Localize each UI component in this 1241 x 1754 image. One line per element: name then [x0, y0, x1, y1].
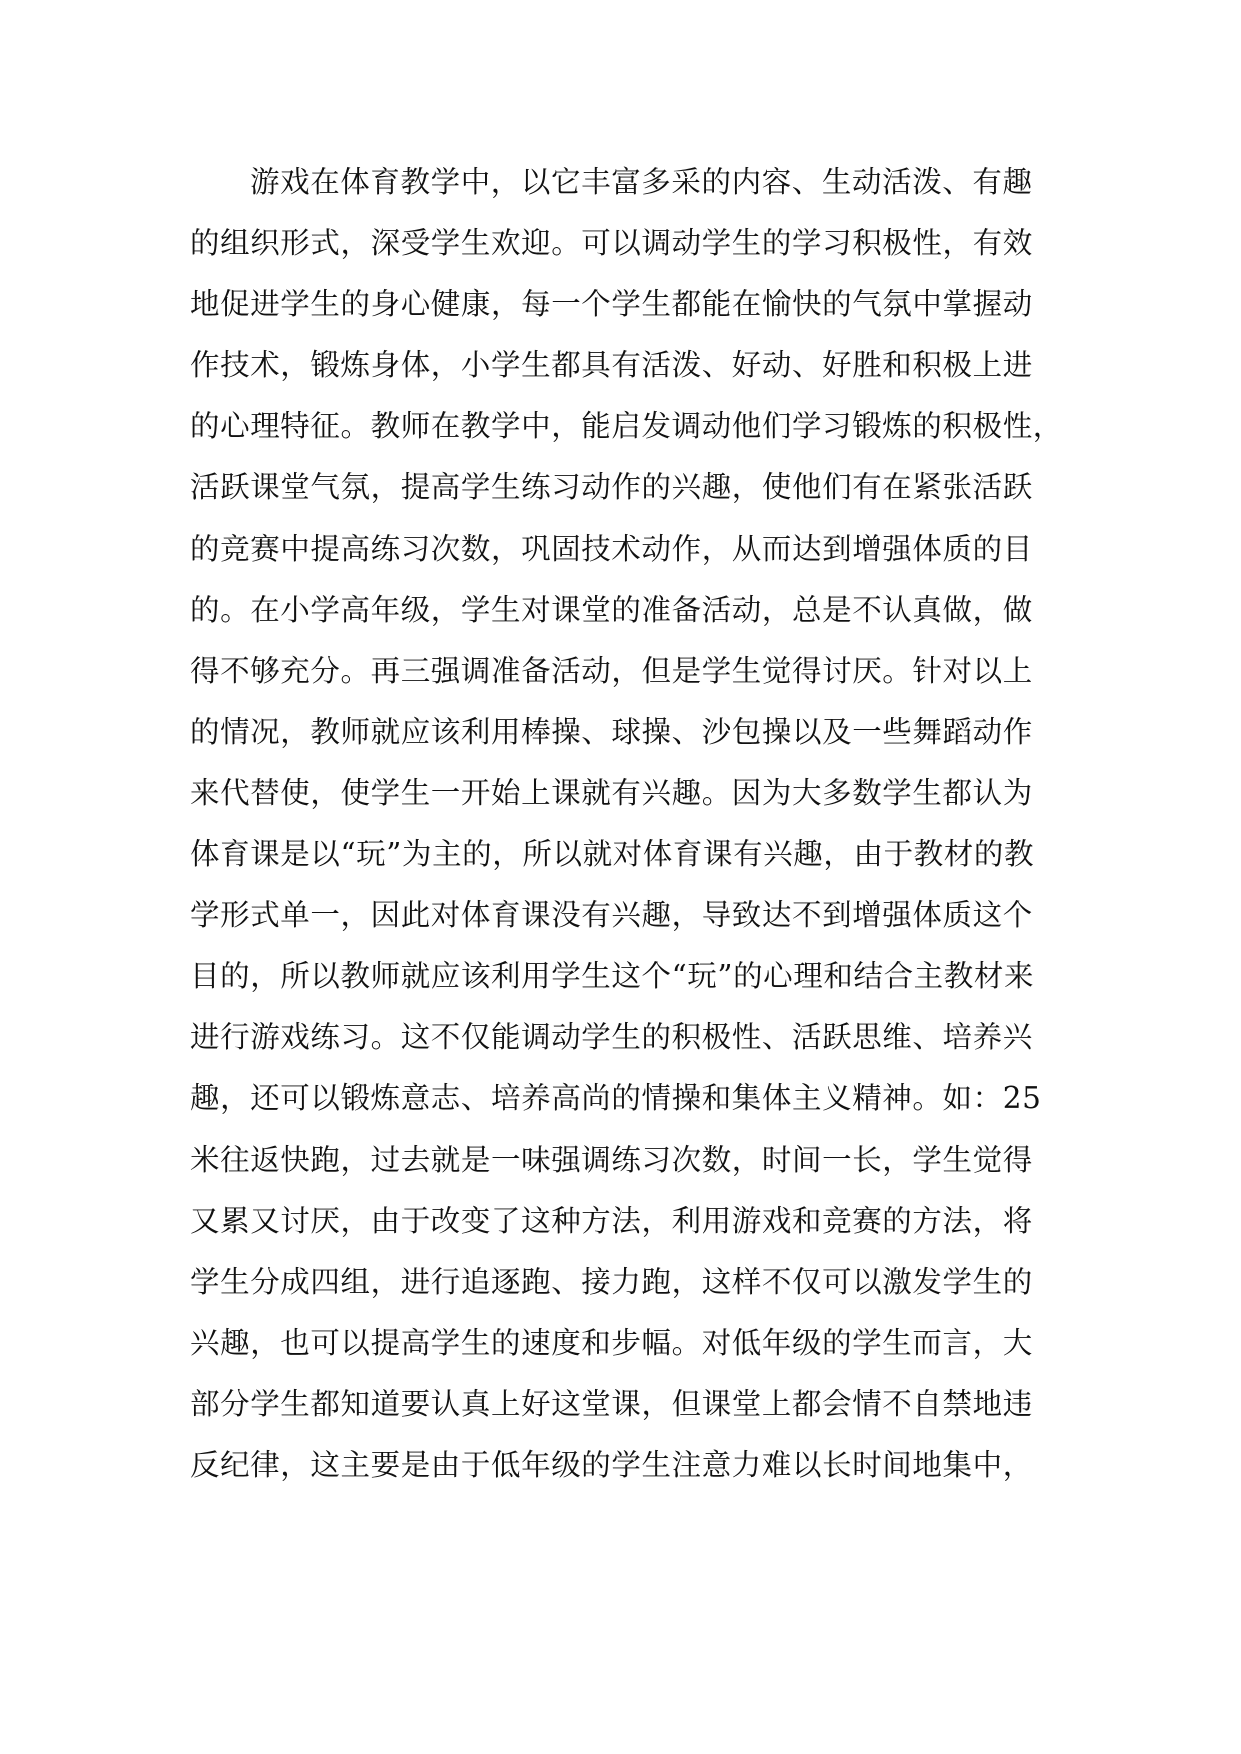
- paragraph-line: 活跃课堂气氛，提高学生练习动作的兴趣，使他们有在紧张活跃: [190, 470, 1033, 505]
- paragraph-line: 来代替使，使学生一开始上课就有兴趣。因为大多数学生都认为: [190, 775, 1033, 810]
- paragraph-line: 的竞赛中提高练习次数，巩固技术动作，从而达到增强体质的目: [190, 531, 1033, 566]
- paragraph-line: 目的，所以教师就应该利用学生这个“玩”的心理和结合主教材来: [190, 959, 1035, 994]
- paragraph-line: 进行游戏练习。这不仅能调动学生的积极性、活跃思维、培养兴: [190, 1020, 1033, 1055]
- paragraph-line: 的心理特征。教师在教学中，能启发调动他们学习锻炼的积极性，: [190, 409, 1063, 444]
- body-paragraph: [190, 162, 1070, 1506]
- paragraph-line: 学生分成四组，进行追逐跑、接力跑，这样不仅可以激发学生的: [190, 1264, 1033, 1299]
- paragraph-line: 学形式单一，因此对体育课没有兴趣，导致达不到增强体质这个: [190, 898, 1033, 933]
- paragraph-line: 的情况，教师就应该利用棒操、球操、沙包操以及一些舞蹈动作: [190, 714, 1033, 749]
- paragraph-line: 的组织形式，深受学生欢迎。可以调动学生的学习积极性，有效: [190, 226, 1033, 261]
- paragraph-line: 地促进学生的身心健康，每一个学生都能在愉快的气氛中掌握动: [190, 287, 1033, 322]
- paragraph-line: 的。在小学高年级，学生对课堂的准备活动，总是不认真做，做: [190, 592, 1033, 627]
- paragraph-line: 反纪律，这主要是由于低年级的学生注意力难以长时间地集中，: [190, 1447, 1033, 1482]
- paragraph-line: 游戏在体育教学中，以它丰富多采的内容、生动活泼、有趣: [250, 165, 1033, 199]
- paragraph-line: 米往返快跑，过去就是一味强调练习次数，时间一长，学生觉得: [190, 1142, 1033, 1177]
- paragraph-line: 又累又讨厌，由于改变了这种方法，利用游戏和竞赛的方法，将: [190, 1203, 1033, 1238]
- paragraph-line: 得不够充分。再三强调准备活动，但是学生觉得讨厌。针对以上: [190, 653, 1033, 688]
- paragraph-line: 体育课是以“玩”为主的，所以就对体育课有兴趣，由于教材的教: [190, 837, 1035, 872]
- paragraph-line: 趣，还可以锻炼意志、培养高尚的情操和集体主义精神。如：25: [190, 1081, 1042, 1116]
- paragraph-line: 部分学生都知道要认真上好这堂课，但课堂上都会情不自禁地违: [190, 1386, 1033, 1421]
- paragraph-line: 兴趣，也可以提高学生的速度和步幅。对低年级的学生而言，大: [190, 1325, 1033, 1360]
- paragraph-line: 作技术，锻炼身体，小学生都具有活泼、好动、好胜和积极上进: [190, 348, 1033, 383]
